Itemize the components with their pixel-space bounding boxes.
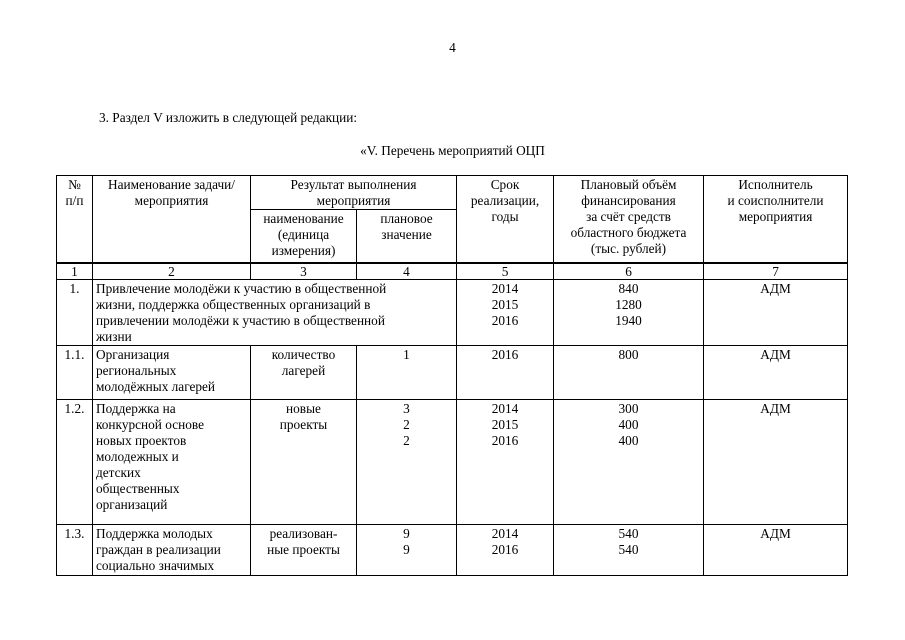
row-result-value: 1 [357,346,457,400]
row-funding: 840 1280 1940 [554,280,704,346]
column-number: 6 [554,263,704,280]
column-numbers-row [57,263,848,280]
header-task: Наименование задачи/ мероприятия [93,176,251,263]
header-num: № п/п [57,176,93,263]
column-number: 2 [93,263,251,280]
column-number: 5 [457,263,554,280]
intro-text: 3. Раздел V изложить в следующей редакции: [99,110,358,125]
table-row [57,400,848,525]
row-task: Привлечение молодёжи к участию в общественной жизни, поддержка общественных организаций в привлечении молодёжи к участию в общественной жизни [93,280,457,346]
row-executor: АДМ [704,346,848,400]
row-result-name: новые проекты [251,400,357,525]
row-task: Организация региональных молодёжных лагерей [93,346,251,400]
row-funding: 800 [554,346,704,400]
row-result-value: 3 2 2 [357,400,457,525]
row-executor: АДМ [704,525,848,576]
row-term: 2016 [457,346,554,400]
row-funding: 300 400 400 [554,400,704,525]
row-term: 2014 2015 2016 [457,280,554,346]
row-result-value: 9 9 [357,525,457,576]
row-num: 1.2. [57,400,93,525]
header-result: Результат выполнения мероприятия [251,176,457,210]
table-row [57,280,848,346]
column-number: 7 [704,263,848,280]
row-executor: АДМ [704,400,848,525]
table-row [57,525,848,576]
row-term: 2014 2015 2016 [457,400,554,525]
column-number: 4 [357,263,457,280]
header-funding: Плановый объём финансирования за счёт средств областного бюджета (тыс. рублей) [554,176,704,263]
row-num: 1.3. [57,525,93,576]
row-task: Поддержка на конкурсной основе новых проектов молодежных и детских общественных организаций [93,400,251,525]
row-executor: АДМ [704,280,848,346]
page-number: 4 [449,40,456,55]
row-result-name: реализован- ные проекты [251,525,357,576]
table-row [57,346,848,400]
header-result-value: плановое значение [357,210,457,263]
header-row [57,176,848,210]
row-num: 1.1. [57,346,93,400]
row-funding: 540 540 [554,525,704,576]
row-result-name: количество лагерей [251,346,357,400]
row-num: 1. [57,280,93,346]
row-term: 2014 2016 [457,525,554,576]
header-executor: Исполнитель и соисполнители мероприятия [704,176,848,263]
section-title: «V. Перечень мероприятий ОЦП [360,143,545,158]
row-task: Поддержка молодых граждан в реализации социально значимых [93,525,251,576]
events-table [56,175,848,576]
column-number: 3 [251,263,357,280]
column-number: 1 [57,263,93,280]
header-result-name: наименование (единица измерения) [251,210,357,263]
header-term: Срок реализации, годы [457,176,554,263]
